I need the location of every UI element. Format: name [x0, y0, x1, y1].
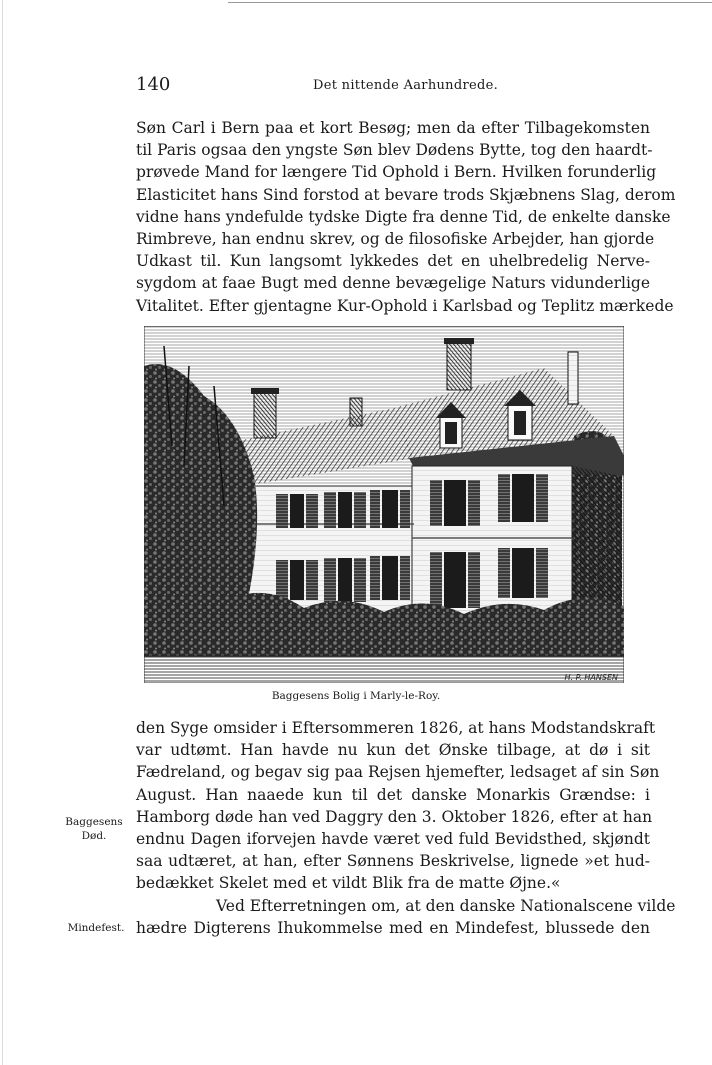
figure-caption: Baggesens Bolig i Marly-le-Roy.: [271, 690, 441, 702]
text-line: vidne hans yndefulde tydske Digte fra denne Tid, de enkelte danske: [136, 207, 671, 226]
text-line: Søn Carl i Bern paa et kort Besøg; men da efter Tilbagekomsten: [136, 119, 650, 137]
text-line: til Paris ogsaa den yngste Søn blev Dødens Bytte, tog den haardt-: [136, 141, 653, 160]
margin-note-line: Død.: [81, 830, 107, 842]
left-edge-rule: [2, 0, 3, 1065]
top-rule: [228, 2, 712, 3]
house-engraving: [144, 326, 624, 683]
window-row-lower-left: [276, 556, 410, 602]
page-number: 140: [136, 74, 171, 95]
text-line: endnu Dagen iforvejen havde været ved fuld Bevidsthed, skjøndt: [136, 830, 650, 849]
text-line: Rimbreve, han endnu skrev, og de filosofiske Arbejder, han gjorde: [136, 230, 655, 249]
text-line: var udtømt. Han havde nu kun det Ønske tilbage, at dø i sit: [136, 741, 650, 760]
text-line: hædre Digterens Ihukommelse med en Mindefest, blussede den: [136, 918, 650, 937]
text-line: Vitalitet. Efter gjentagne Kur-Ophold i Karlsbad og Teplitz mærkede: [136, 296, 674, 315]
paragraph-bottom: [136, 717, 676, 939]
text-line: saa udtæret, at han, efter Sønnens Beskrivelse, lignede »et hud-: [136, 852, 650, 871]
text-line: Hamborg døde han ved Daggry den 3. Oktober 1826, efter at han: [136, 807, 653, 826]
margin-note-line: Baggesens: [65, 816, 123, 828]
paragraph-top: [136, 117, 676, 317]
engraver-signature: H. P. HANSEN: [564, 673, 618, 682]
running-title: Det nittende Aarhundrede.: [313, 78, 499, 93]
margin-note-death: [64, 815, 124, 843]
margin-note-memorial: Mindefest.: [67, 922, 125, 934]
text-line: Fædreland, og begav sig paa Rejsen hjemefter, ledsaget af sin Søn: [136, 763, 660, 782]
text-line: Udkast til. Kun langsomt lykkedes det en uhelbredelig Nerve-: [136, 252, 650, 271]
text-line: prøvede Mand for længere Tid Ophold i Bern. Hvilken forunderlig: [136, 163, 657, 182]
text-line: Ved Efterretningen om, at den danske Nationalscene vilde: [216, 896, 676, 915]
text-line: Elasticitet hans Sind forstod at bevare trods Skjæbnens Slag, derom: [136, 185, 676, 204]
window-row-upper-left: [276, 490, 410, 528]
text-line: August. Han naaede kun til det danske Monarkis Grændse: i: [136, 785, 650, 804]
text-line: den Syge omsider i Eftersommeren 1826, at hans Modstandskraft: [136, 719, 656, 737]
text-line: sygdom at faae Bugt med denne bevægelige Naturs vidunderlige: [136, 274, 650, 293]
text-line: bedækket Skelet med et vildt Blik fra de matte Øjne.«: [136, 874, 561, 893]
